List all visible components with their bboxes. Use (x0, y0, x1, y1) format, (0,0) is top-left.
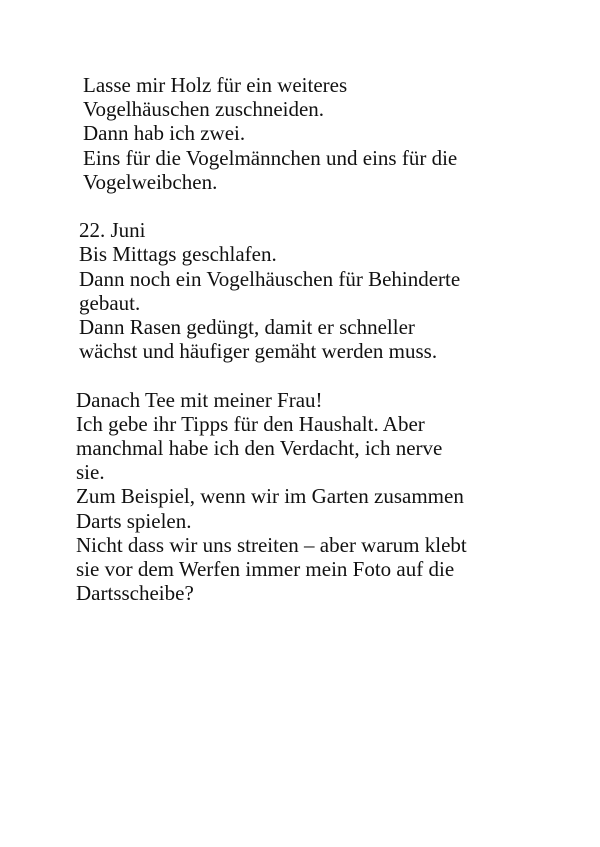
text-line: Dartsscheibe? (76, 581, 194, 606)
text-line: Zum Beispiel, wenn wir im Garten zusammen (76, 484, 464, 509)
text-line: Dann Rasen gedüngt, damit er schneller (79, 315, 415, 340)
text-line: gebaut. (79, 290, 141, 315)
text-line: Lasse mir Holz für ein weiteres (83, 73, 348, 97)
paragraph-spacer (79, 194, 579, 218)
date-heading: 22. Juni (79, 218, 146, 243)
text-line: Nicht dass wir uns streiten – aber warum klebt (76, 532, 467, 557)
text-line: sie vor dem Werfen immer mein Foto auf die (76, 557, 455, 582)
text-line: manchmal habe ich den Verdacht, ich nerve (76, 436, 443, 461)
text-line: Darts spielen. (76, 508, 192, 533)
text-line: Ich gebe ihr Tipps für den Haushalt. Aber (76, 411, 425, 436)
text-line: Vogelhäuschen zuschneiden. (83, 97, 325, 122)
text-line: Bis Mittags geschlafen. (79, 242, 277, 267)
text-line: Dann hab ich zwei. (83, 121, 246, 146)
paragraph-spacer (79, 363, 579, 387)
text-line: Vogelweibchen. (83, 169, 218, 194)
text-line: sie. (76, 460, 105, 485)
text-line: Dann noch ein Vogelhäuschen für Behinderte (79, 266, 461, 291)
text-line: wächst und häufiger gemäht werden muss. (79, 339, 438, 364)
text-line: Eins für die Vogelmännchen und eins für die (83, 145, 458, 170)
diary-text (76, 73, 579, 606)
text-line: Danach Tee mit meiner Frau! (76, 387, 323, 412)
